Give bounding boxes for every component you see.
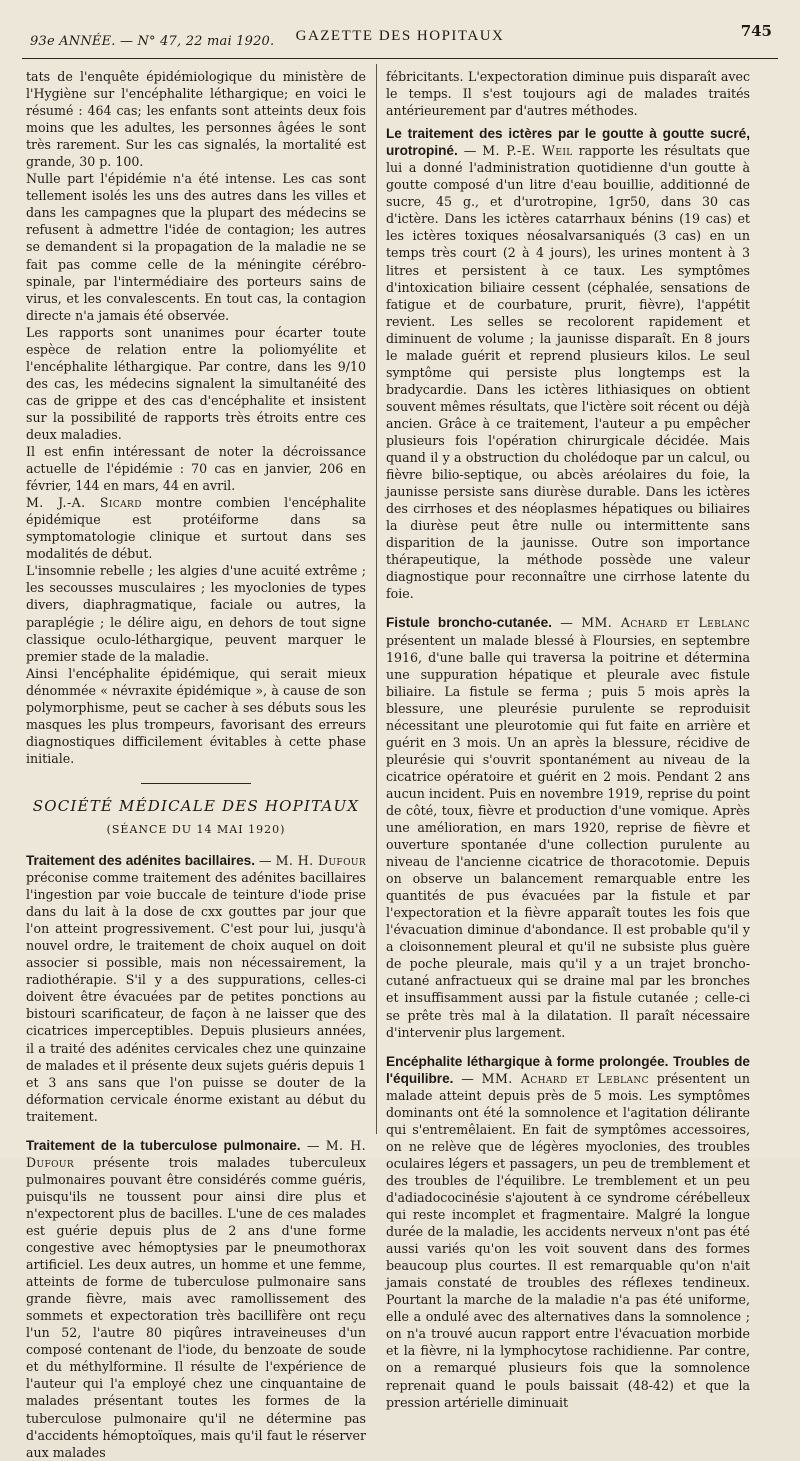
paragraph-text: montre combien l'encéphalite épidémique est protéiforme dans sa symptomatologie clinique et surtout dans ses modalités de début.	[26, 495, 366, 562]
journal-title: GAZETTE DES HOPITAUX	[295, 28, 505, 44]
article-text: préconise comme traitement des adénites bacillaires l'ingestion par voie buccale de teinture d'iode prise dans du lait à la dose de cxx gouttes par jour que l'on atteint progressivement. C'est pour lui, jusqu'à nouvel ordre, le traitement de choix auquel on doit associer si possible, mais non nécessairement, la radiothérapie. S'il y a des suppurations, celles-ci doivent être évacuées par de petites ponctions au bistouri scarificateur, de façon à ne laisser que des cicatrices imperceptibles. Depuis plusieurs années, il a traité des adénites cervicales chez une quinzaine de malades et il présente deux sujets guéris depuis 1 et 3 ans sans que l'on puisse se douter de la déformation cervicale énorme existant au début du traitement.	[26, 870, 366, 1124]
article-text: rapporte les résultats que lui a donné l'administration quotidienne d'un goutte à goutte composé d'un litre d'eau bouillie, additionné de sucre, 45 g., et d'urotropine, 1gr50, dans 30 cas d'ictère. Dans les ictères catarrhaux bénins (19 cas) et les ictères toxiques néosalvarsaniqués (3 cas) en un temps très court (2 à 4 jours), les urines montent à 3 litres et persistent à ce taux. Les symptômes d'intoxication biliaire cessent (céphalée, sensations de fatigue et de courbature, prurit, fièvre), l'appétit revient. Les selles se recolorent rapidement et diminuent de volume ; la jaunisse disparaît. En 8 jours le malade guérit et reprend plusieurs kilos. Le seul symptôme qui persiste plus longtemps est la bradycardie. Dans les ictères lithiasiques on obtient souvent mêmes résultats, que l'ictère soit récent ou déjà ancien. Grâce à ce traitement, l'auteur a pu empêcher plusieurs fois l'opération chirurgicale décidée. Mais quand il y a obstruction du cholédoque par un calcul, ou fièvre bilio-septique, ou abcès aréolaires du foie, la jaunisse persiste sans diurèse durable. Dans les ictères des cirrhoses et des néoplasmes hépatiques ou biliaires la diurèse peut être nulle ou intermittente sans disparition de la jaunisse. Outre son importance thérapeutique, la méthode possède une valeur diagnostique pour reconnaître une cirrhose latente du foie.	[386, 143, 750, 602]
article-heading: Le traitement des ictères par le goutte à goutte sucré, urotropiné.	[386, 126, 750, 159]
author-name: M. H. Dufour	[275, 853, 367, 869]
page-number: 745	[740, 22, 772, 40]
paragraph: L'insomnie rebelle ; les algies d'une acuité extrême ; les secousses musculaires ; les myoclonies de types divers, diaphragmatique, faciale ou autres, la paraplégie ; le délire aigu, en dehors de tout signe classique oculo-léthargique, peuvent marquer le premier stade de la maladie.	[26, 563, 366, 664]
section-rule	[141, 783, 251, 784]
article: Traitement de la tuberculose pulmonaire. — M. H. Dufour présente trois malades tuberculeux pulmonaires pouvant être considérés comme guéris, puisqu'ils ne toussent pour ainsi dire plus et n'expectorent plus de bacilles. L'une de ces malades est guérie depuis plus de 2 ans d'une forme congestive avec hémoptysies par le pneumothorax artificiel. Les deux autres, un homme et une femme, atteints de forme de tuberculose pulmonaire sans grande fièvre, mais avec ramollissement des sommets et expectoration très bacillifère ont reçu l'un 52, l'autre 80 piqûres intraveineuses d'un composé contenant de l'iode, du benzoate de soude et du méthylformine. Il résulte de l'expérience de l'auteur qui l'a employé chez une cinquantaine de malades présentant toutes les formes de la tuberculose pulmonaire qu'il ne détermine pas d'accidents hémoptoïques, mais qu'il faut le réserver aux malades	[26, 1137, 366, 1460]
article-heading: Encéphalite léthargique à forme prolongée. Troubles de l'équilibre.	[386, 1053, 750, 1086]
paragraph: Ainsi l'encéphalite épidémique, qui serait mieux dénommée « névraxite épidémique », à cause de son polymorphisme, peut se cacher à ses débuts sous les masques les plus trompeurs, favorisant des erreurs diagnostiques difficilement évitables à cette phase initiale.	[26, 665, 366, 766]
spacer	[386, 602, 750, 614]
article-text: présentent un malade blessé à Floursies, en septembre 1916, d'une balle qui traversa la poitrine et détermina une suppuration hépatique et pleurale avec fistule biliaire. La fistule se ferma ; puis 5 mois après la blessure, une pleurésie purulente se reproduisit nécessitant une pleurotomie qui fut faite en arrière et guérit en 3 mois. Un an après la blessure, récidive de pleurésie qui s'ouvrit spontanément au niveau de la cicatrice opératoire et guérit en 2 mois. Pendant 2 ans aucun incident. Puis en novembre 1919, reprise du point de côté, toux, fièvre et production d'une vomique. Après une amélioration, en mars 1920, reprise de fièvre et ouverture spontanée d'une collection purulente au niveau de l'ancienne cicatrice de thoracotomie. Depuis on observe un balancement remarquable entre les quantités de pus évacuées par la fistule et par l'expectoration et la fièvre apparaît toutes les fois que l'évacuation diminue d'abondance. Il est probable qu'il y a cloisonnement pleural et qu'il ne subsiste plus guère de poche pleurale, mais qu'il y a un trajet broncho-cutané anfractueux qui se draine mal par les bronches et insuffisamment aussi par la fistule cutanée ; celle-ci se prête très mal à la dilatation. Il paraît nécessaire d'intervenir plus largement.	[386, 632, 750, 1040]
session-date: (SÉANCE DU 14 MAI 1920)	[106, 822, 286, 836]
paragraph: fébricitants. L'expectoration diminue puis disparaît avec le temps. Il s'est toujours agi de malades traités antérieurement par d'autres méthodes.	[386, 69, 750, 119]
society-title: SOCIÉTÉ MÉDICALE DES HOPITAUX	[32, 796, 360, 815]
article-heading: Traitement de la tuberculose pulmonaire.	[26, 1137, 301, 1153]
paragraph	[26, 494, 366, 562]
article-heading: Traitement des adénites bacillaires.	[26, 853, 255, 869]
author-name: M. J.-A. Sicard	[26, 495, 142, 511]
column-divider	[376, 64, 377, 1134]
article: Encéphalite léthargique à forme prolongée. Troubles de l'équilibre. — MM. Achard et Leblanc présentent un malade atteint depuis près de 5 mois. Les symptômes dominants ont été la somnolence et l'agitation délirante qui s'entremêlaient. En fait de symptômes accessoires, on ne relève que de légères myoclonies, des troubles oculaires légers et passagers, un peu de tremblement et des troubles de l'équilibre. Le tremblement et un peu d'adiadococinésie s'ajoutent à ce syndrome cérébelleux qui reste incomplet et fragmentaire. Malgré la longue durée de la maladie, les accidents nerveux n'ont pas été aussi variés qu'on les voit souvent dans des formes beaucoup plus courtes. Il est remarquable qu'on n'ait jamais constaté de troubles des réflexes tendineux. Pourtant la marche de la maladie n'a pas été uniforme, elle a ondulé avec des alternatives dans la somnolence ; on n'a trouvé aucun rapport entre l'évacuation morbide et la fièvre, ni la lymphocytose rachidienne. Par contre, on a remarqué plusieurs fois que la somnolence reprenait quand le pouls baissait (48-42) et que la pression artérielle diminuait	[386, 1053, 750, 1410]
article: Fistule broncho-cutanée. — MM. Achard et Leblanc présentent un malade blessé à Floursies, en septembre 1916, d'une balle qui traversa la poitrine et détermina une suppuration hépatique et pleurale avec fistule biliaire. La fistule se ferma ; puis 5 mois après la blessure, une pleurésie purulente se reproduisit nécessitant une pleurotomie qui fut faite en arrière et guérit en 3 mois. Un an après la blessure, récidive de pleurésie qui s'ouvrit spontanément au niveau de la cicatrice opératoire et guérit en 2 mois. Pendant 2 ans aucun incident. Puis en novembre 1919, reprise du point de côté, toux, fièvre et production d'une vomique. Après une amélioration, en mars 1920, reprise de fièvre et ouverture spontanée d'une collection purulente au niveau de l'ancienne cicatrice de thoracotomie. Depuis on observe un balancement remarquable entre les quantités de pus évacuées par la fistule et par l'expectoration et la fièvre apparaît toutes les fois que l'évacuation diminue d'abondance. Il est probable qu'il y a cloisonnement pleural et qu'il ne subsiste plus guère de poche pleurale, mais qu'il y a un trajet broncho-cutané anfractueux qui se draine mal par les bronches et insuffisamment aussi par la fistule cutanée ; celle-ci se prête très mal à la dilatation. Il paraît nécessaire d'intervenir plus largement.	[386, 615, 750, 1040]
article-heading: Fistule broncho-cutanée.	[386, 615, 552, 631]
article-text: présentent un malade atteint depuis près de 5 mois. Les symptômes dominants ont été la somnolence et l'agitation délirante qui s'entremêlaient. En fait de symptômes accessoires, on ne relève que de légères myoclonies, des troubles oculaires légers et passagers, un peu de tremblement et des troubles de l'équilibre. Le tremblement et un peu d'adiadococinésie s'ajoutent à ce syndrome cérébelleux qui reste incomplet et fragmentaire. Malgré la longue durée de la maladie, les accidents nerveux n'ont pas été aussi variés qu'on les voit souvent dans des formes beaucoup plus courtes. Il est remarquable qu'on n'ait jamais constaté de troubles des réflexes tendineux. Pourtant la marche de la maladie n'a pas été uniforme, elle a ondulé avec des alternatives dans la somnolence ; on n'a trouvé aucun rapport entre l'évacuation morbide et la fièvre, ni la lymphocytose rachidienne. Par contre, on a remarqué plusieurs fois que la somnolence reprenait quand le pouls baissait (48-42) et que la pression artérielle diminuait	[386, 1070, 750, 1410]
author-name: MM. Achard et Leblanc	[481, 1070, 649, 1086]
author-name: M. P.-E. Weil	[482, 143, 573, 159]
page-header	[22, 22, 778, 59]
article: Traitement des adénites bacillaires. — M. H. Dufour préconise comme traitement des adénites bacillaires l'ingestion par voie buccale de teinture d'iode prise dans du lait à la dose de cxx gouttes par jour que l'on atteint progressivement. C'est pour lui, jusqu'à nouvel ordre, le traitement de choix auquel on doit associer si possible, mais non nécessairement, la radiothérapie. S'il y a des suppurations, celles-ci doivent être évacuées par de petites ponctions au bistouri scarificateur, de façon à ne laisser que des cicatrices imperceptibles. Depuis plusieurs années, il a traité des adénites cervicales chez une quinzaine de malades et il présente deux sujets guéris depuis 1 et 3 ans sans que l'on puisse se douter de la déformation cervicale énorme existant au début du traitement.	[26, 853, 367, 1124]
author-name: MM. Achard et Leblanc	[581, 615, 750, 631]
author-name: M. H. Dufour	[26, 1137, 366, 1170]
spacer	[386, 1041, 750, 1053]
paragraph: Nulle part l'épidémie n'a été intense. Les cas sont tellement isolés les uns des autres dans les villes et dans les campagnes que la plupart des médecins se refusent à admettre l'idée de contagion; les autres se demandent si la propagation de la maladie ne se fait pas comme celle de la méningite cérébro-spinale, par l'intermédiaire des porteurs sains de virus, et les convalescents. En tout cas, la contagion directe n'a jamais été observée.	[26, 171, 366, 323]
issue-line: 93e ANNÉE. — N° 47, 22 mai 1920.	[30, 34, 275, 49]
article-text: présente trois malades tuberculeux pulmonaires pouvant être considérés comme guéris, puisqu'ils ne toussent pour ainsi dire plus et n'expectorent plus de bacilles. L'une de ces malades est guérie depuis plus de 2 ans d'une forme congestive avec hémoptysies par le pneumothorax artificiel. Les deux autres, un homme et une femme, atteints de forme de tuberculose pulmonaire sans grande fièvre, mais avec ramollissement des sommets et expectoration très bacillifère ont reçu l'un 52, l'autre 80 piqûres intraveineuses d'un composé contenant de l'iode, du benzoate de soude et du méthylformine. Il résulte de l'expérience de l'auteur qui l'a employé chez une cinquantaine de malades présentant toutes les formes de la tuberculose pulmonaire qu'il ne détermine pas d'accidents hémoptoïques, mais qu'il faut le réserver aux malades	[26, 1154, 366, 1460]
left-column	[26, 68, 366, 1461]
paragraph: Il est enfin intéressant de noter la décroissance actuelle de l'épidémie : 70 cas en janvier, 206 en février, 144 en mars, 44 en avril.	[26, 444, 366, 494]
paragraph: tats de l'enquête épidémiologique du ministère de l'Hygiène sur l'encéphalite léthargique; en voici le résumé : 464 cas; les enfants sont atteints deux fois moins que les adultes, les personnes âgées le sont très rarement. Sur les cas signalés, la mortalité est grande, 30 p. 100.	[26, 69, 366, 170]
right-column	[386, 68, 750, 1411]
paragraph: Les rapports sont unanimes pour écarter toute espèce de relation entre la poliomyélite et l'encéphalite léthargique. Par contre, dans les 9/10 des cas, les médecins signalent la simultanéité des cas de grippe et des cas d'encéphalite et insistent sur la possibilité de rapports très étroits entre ces deux maladies.	[26, 324, 366, 442]
spacer	[26, 1125, 366, 1137]
article: Le traitement des ictères par le goutte à goutte sucré, urotropiné. — M. P.-E. Weil rapporte les résultats que lui a donné l'administration quotidienne d'un goutte à goutte composé d'un litre d'eau bouillie, additionné de sucre, 45 g., et d'urotropine, 1gr50, dans 30 cas d'ictère. Dans les ictères catarrhaux bénins (19 cas) et les ictères toxiques néosalvarsaniqués (3 cas) en un temps très court (2 à 4 jours), les urines montent à 3 litres et persistent à ce taux. Les symptômes d'intoxication biliaire cessent (céphalée, sensations de fatigue et de courbature, prurit, fièvre), l'appétit revient. Les selles se recolorent rapidement et diminuent de volume ; la jaunisse disparaît. En 8 jours le malade guérit et reprend plusieurs kilos. Le seul symptôme qui persiste plus longtemps est la bradycardie. Dans les ictères lithiasiques on obtient souvent mêmes résultats, que l'ictère soit récent ou déjà ancien. Grâce à ce traitement, l'auteur a pu empêcher plusieurs fois l'opération chirurgicale décidée. Mais quand il y a obstruction du cholédoque par un calcul, ou fièvre bilio-septique, ou abcès aréolaires du foie, la jaunisse persiste sans diurèse durable. Dans les ictères des cirrhoses et des néoplasmes hépatiques ou biliaires la diurèse peut être nulle ou intermittente sans disparition de la jaunisse. Outre son importance thérapeutique, la méthode possède une valeur diagnostique pour reconnaître une cirrhose latente du foie.	[386, 126, 750, 602]
